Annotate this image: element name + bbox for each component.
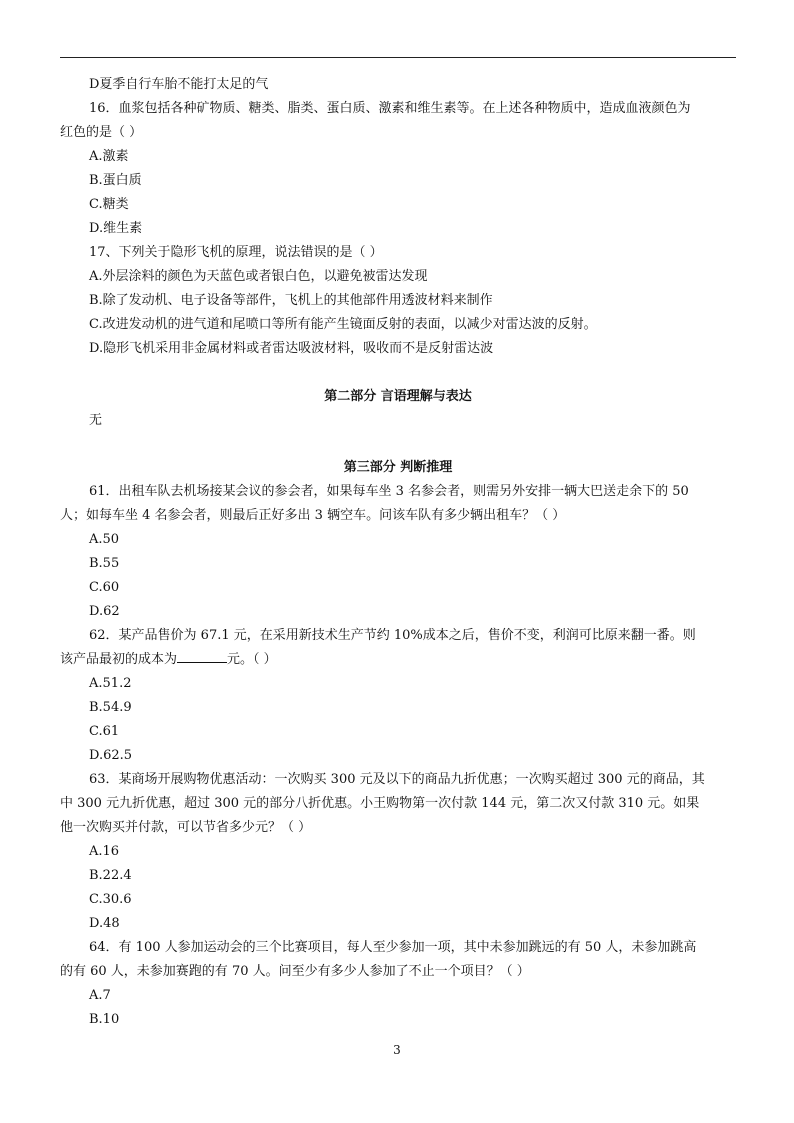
spacer bbox=[60, 361, 736, 385]
question-17-stem: 17、下列关于隐形飞机的原理，说法错误的是（ ） bbox=[89, 245, 383, 260]
question-61-option-c: C.60 bbox=[89, 580, 120, 595]
question-63-stem-line-2: 中 300 元九折优惠，超过 300 元的部分八折优惠。小王购物第一次付款 144 元，第二次又付款 310 元。如果 bbox=[60, 796, 700, 811]
question-62-stem-suffix: 元。（ ） bbox=[227, 652, 277, 667]
question-64-stem-line-2: 的有 60 人，未参加赛跑的有 70 人。问至少有多少人参加了不止一个项目？（ ） bbox=[60, 964, 530, 979]
question-62-option-d: D.62.5 bbox=[89, 748, 133, 763]
question-64-stem-line-1: 64．有 100 人参加运动会的三个比赛项目，每人至少参加一项，其中未参加跳远的有 50 人，未参加跳高 bbox=[89, 940, 697, 955]
question-61-option-b: B.55 bbox=[89, 556, 120, 571]
page-number: 3 bbox=[393, 1043, 401, 1057]
question-16-option-c: C.糖类 bbox=[89, 197, 129, 212]
question-63-stem-line-3: 他一次购买并付款，可以节省多少元？（ ） bbox=[60, 820, 312, 835]
question-16-stem-line-2: 红色的是（ ） bbox=[60, 125, 143, 140]
question-61 bbox=[60, 480, 736, 624]
question-61-stem-line-1: 61．出租车队去机场接某会议的参会者，如果每车坐 3 名参会者，则需另外安排一辆大巴送走余下的 50 bbox=[89, 484, 689, 499]
question-17-option-c: C.改进发动机的进气道和尾喷口等所有能产生镜面反射的表面，以减少对雷达波的反射。 bbox=[89, 317, 597, 332]
question-16-option-d: D.维生素 bbox=[89, 221, 143, 236]
question-17-option-a: A.外层涂料的颜色为天蓝色或者银白色，以避免被雷达发现 bbox=[89, 269, 428, 284]
question-62-stem-line-2 bbox=[60, 648, 736, 672]
question-63-option-c: C.30.6 bbox=[89, 892, 132, 907]
question-62-stem-line-1: 62．某产品售价为 67.1 元，在采用新技术生产节约 10%成本之后，售价不变，利润可比原来翻一番。则 bbox=[89, 628, 696, 643]
section-2-heading: 第二部分 言语理解与表达 bbox=[324, 389, 472, 404]
question-16 bbox=[60, 97, 736, 241]
question-61-option-a: A.50 bbox=[89, 532, 120, 547]
question-63 bbox=[60, 768, 736, 936]
section-3-heading: 第三部分 判断推理 bbox=[343, 460, 453, 475]
question-16-option-a: A.激素 bbox=[89, 149, 129, 164]
question-17-option-b: B.除了发动机、电子设备等部件，飞机上的其他部件用透波材料来制作 bbox=[89, 293, 493, 308]
question-16-stem-line-1: 16．血浆包括各种矿物质、糖类、脂类、蛋白质、激素和维生素等。在上述各种物质中，造成血液颜色为 bbox=[89, 101, 691, 116]
spacer bbox=[60, 433, 736, 456]
question-63-option-b: B.22.4 bbox=[89, 868, 132, 883]
question-64 bbox=[60, 936, 736, 1032]
question-63-option-a: A.16 bbox=[89, 844, 120, 859]
question-63-stem-line-1: 63．某商场开展购物优惠活动：一次购买 300 元及以下的商品九折优惠；一次购买超过 300 元的商品，其 bbox=[89, 772, 705, 787]
fill-in-blank bbox=[177, 649, 227, 663]
question-62-option-c: C.61 bbox=[89, 724, 120, 739]
question-62-option-b: B.54.9 bbox=[89, 700, 132, 715]
question-62 bbox=[60, 624, 736, 768]
question-64-option-a: A.7 bbox=[89, 988, 111, 1003]
question-62-option-a: A.51.2 bbox=[89, 676, 132, 691]
section-2-body: 无 bbox=[89, 413, 103, 428]
question-62-stem-prefix: 该产品最初的成本为 bbox=[60, 652, 178, 667]
question-61-option-d: D.62 bbox=[89, 604, 120, 619]
prev-question-option-d: D夏季自行车胎不能打太足的气 bbox=[89, 77, 269, 92]
header-rule bbox=[60, 57, 736, 58]
question-16-option-b: B.蛋白质 bbox=[89, 173, 142, 188]
page-content bbox=[60, 73, 736, 1032]
question-64-option-b: B.10 bbox=[89, 1012, 120, 1027]
question-61-stem-line-2: 人；如每车坐 4 名参会者，则最后正好多出 3 辆空车。问该车队有多少辆出租车？（ ） bbox=[60, 508, 566, 523]
question-63-option-d: D.48 bbox=[89, 916, 120, 931]
question-17 bbox=[60, 241, 736, 361]
question-17-option-d: D.隐形飞机采用非金属材料或者雷达吸波材料，吸收而不是反射雷达波 bbox=[89, 341, 494, 356]
